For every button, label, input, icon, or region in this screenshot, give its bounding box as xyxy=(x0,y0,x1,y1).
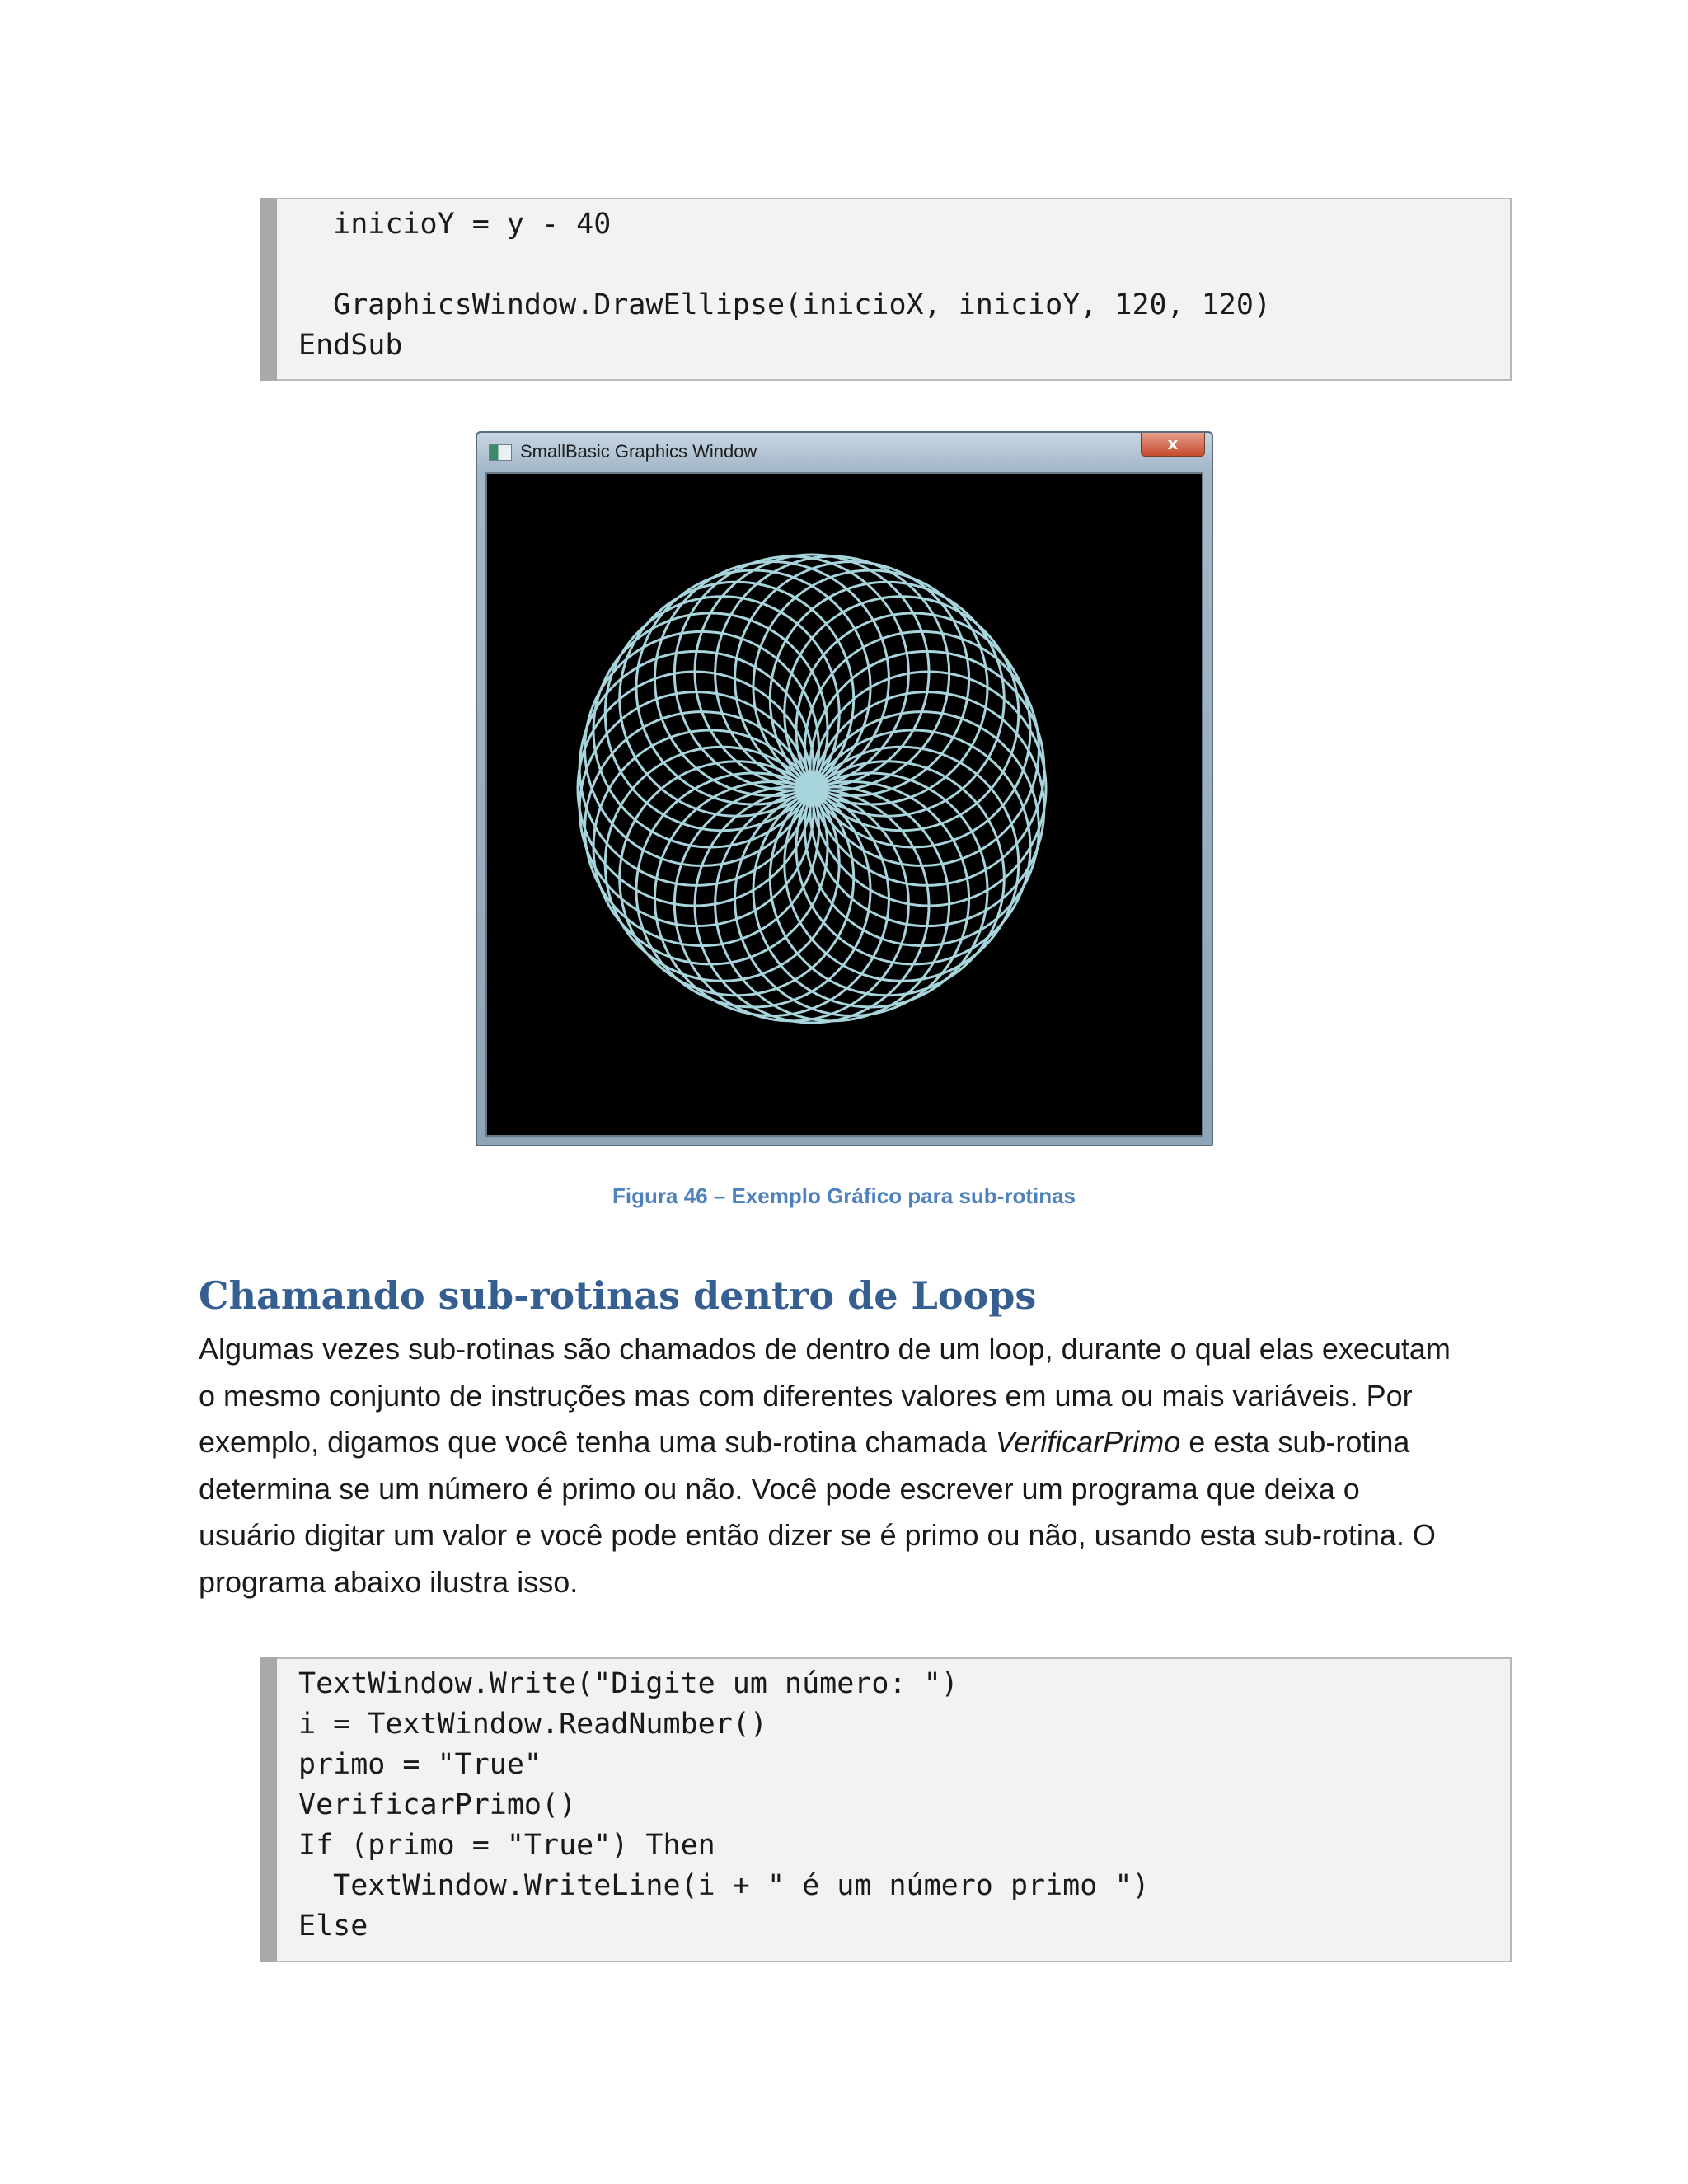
paragraph-line: programa abaixo ilustra isso. xyxy=(199,1564,579,1599)
code-line: If (primo = "True") Then xyxy=(298,1829,715,1862)
figure-caption: Figura 46 – Exemplo Gráfico para sub-rotinas xyxy=(612,1183,1076,1208)
paragraph-line: determina se um número é primo ou não. Você pode escrever um programa que deixa o xyxy=(199,1471,1360,1506)
code-line: primo = "True" xyxy=(298,1748,542,1781)
spirograph-drawing xyxy=(487,474,1202,1135)
section-heading: Chamando sub-rotinas dentro de Loops xyxy=(199,1273,1037,1318)
code-line: inicioY = y - 40 xyxy=(298,208,612,241)
paragraph-line: Algumas vezes sub-rotinas são chamados de dentro de um loop, durante o qual elas executam xyxy=(199,1332,1451,1366)
paragraph-line xyxy=(199,1419,1484,1466)
code-block-2 xyxy=(260,1657,1512,1962)
code-line: VerificarPrimo() xyxy=(298,1788,577,1821)
code-line: EndSub xyxy=(298,329,403,362)
emphasis-term: VerificarPrimo xyxy=(995,1425,1181,1459)
code-line: i = TextWindow.ReadNumber() xyxy=(298,1708,767,1741)
paragraph-text: e esta sub-rotina xyxy=(1180,1425,1410,1459)
code-line: Else xyxy=(298,1910,368,1943)
close-icon[interactable]: x xyxy=(1141,433,1205,457)
paragraph-text: exemplo, digamos que você tenha uma sub-rotina chamada xyxy=(199,1425,996,1459)
code-block-left-bar xyxy=(260,198,277,381)
window-title: SmallBasic Graphics Window xyxy=(520,441,757,462)
code-line: TextWindow.Write("Digite um número: ") xyxy=(298,1667,959,1700)
code-line: TextWindow.WriteLine(i + " é um número primo ") xyxy=(298,1869,1150,1902)
graphics-window-screenshot xyxy=(476,431,1213,1146)
window-titlebar xyxy=(477,433,1212,471)
paragraph-line: usuário digitar um valor e você pode então dizer se é primo ou não, usando esta sub-rotina. O xyxy=(199,1518,1436,1552)
body-paragraph xyxy=(199,1326,1484,1605)
app-icon xyxy=(489,444,512,461)
code-block-left-bar xyxy=(260,1657,277,1962)
code-block-1 xyxy=(260,198,1512,381)
code-line: GraphicsWindow.DrawEllipse(inicioX, inicioY, 120, 120) xyxy=(298,288,1272,321)
graphics-canvas xyxy=(485,472,1203,1137)
paragraph-line: o mesmo conjunto de instruções mas com diferentes valores em uma ou mais variáveis. Por xyxy=(199,1378,1413,1413)
